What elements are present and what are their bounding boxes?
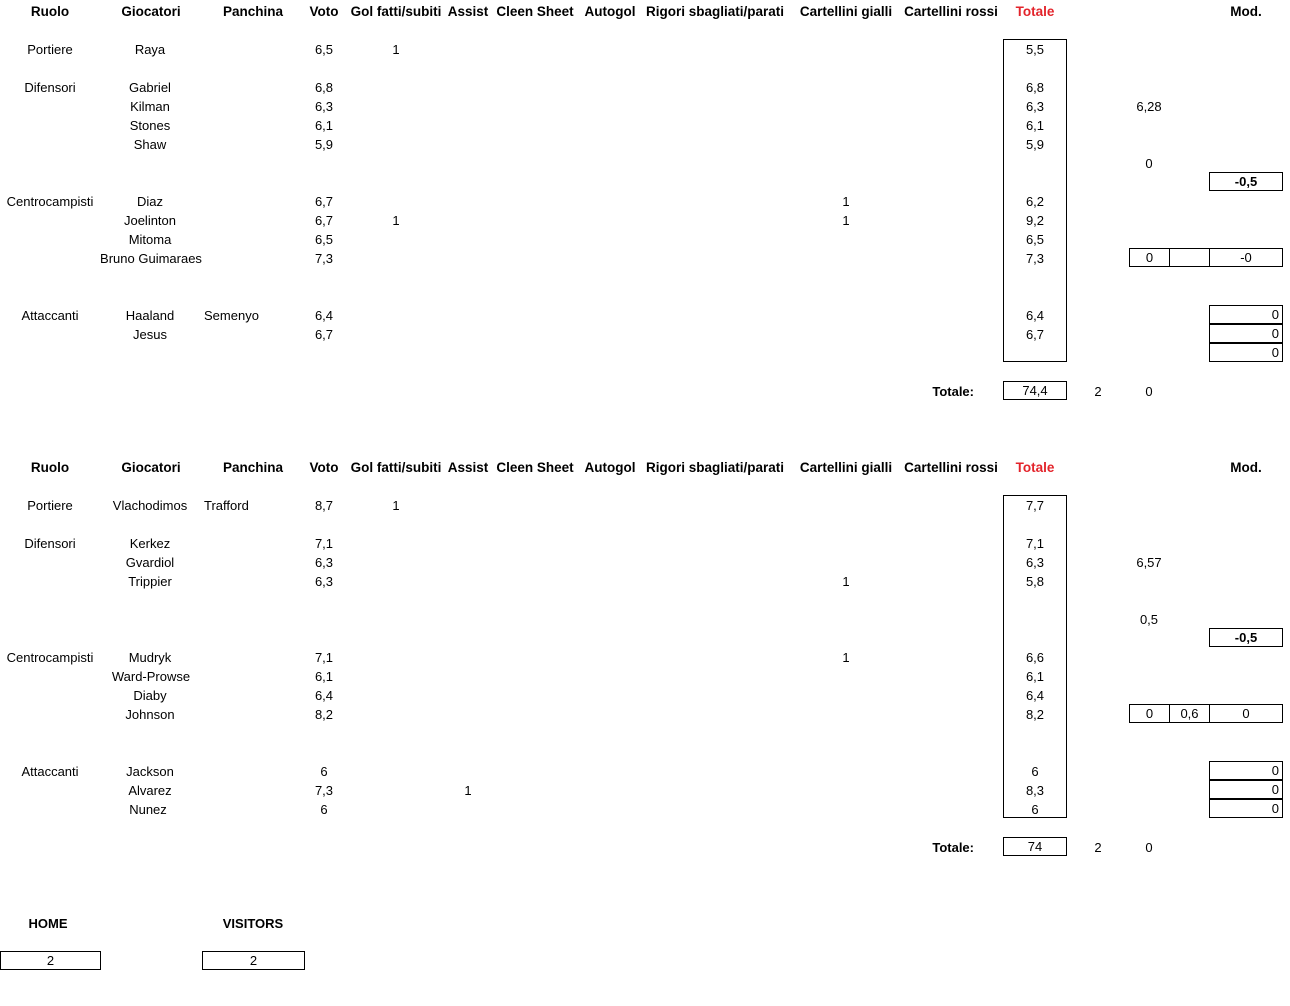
header-mod: Mod. [1230,460,1262,475]
vote-value: 7,3 [314,783,334,798]
bench-player: Trafford [204,498,249,513]
vote-value: 6,7 [314,194,334,209]
header-ruolo: Ruolo [30,4,70,19]
player-name: Kilman [130,99,170,114]
total-value: 6,4 [1025,308,1045,323]
defense-average: 6,57 [1136,555,1162,570]
vote-value: 6,7 [314,327,334,342]
defense-average: 6,28 [1136,99,1162,114]
total-value: 6,7 [1025,327,1045,342]
header-voto: Voto [309,460,339,475]
total-value: 6,5 [1025,232,1045,247]
vote-value: 6,8 [314,80,334,95]
player-name: Kerkez [129,536,171,551]
header-mod: Mod. [1230,4,1262,19]
mod-value-box: -0,5 [1209,172,1283,191]
player-name: Gabriel [129,80,171,95]
vote-value: 6,1 [314,118,334,133]
role-label: Centrocampisti [6,194,94,209]
vote-value: 6,4 [314,308,334,323]
total-value: 5,8 [1025,574,1045,589]
attack-box-3: 0 [1209,343,1283,362]
yellow-card-value: 1 [842,574,850,589]
total-value: 6,8 [1025,80,1045,95]
header-giocatori: Giocatori [121,460,181,475]
role-label: Centrocampisti [6,650,94,665]
player-name: Vlachodimos [112,498,188,513]
vote-value: 5,9 [314,137,334,152]
player-name: Raya [134,42,166,57]
header-rigori: Rigori sbagliati/parati [645,460,785,475]
header-rossi: Cartellini rossi [904,460,998,475]
bench-player: Semenyo [204,308,259,323]
yellow-card-value: 1 [842,213,850,228]
midfield-box-3: -0 [1209,248,1283,267]
defense-modifier: 0 [1145,156,1153,171]
role-label: Portiere [27,498,73,513]
player-name: Diaby [133,688,167,703]
header-gialli: Cartellini gialli [799,4,893,19]
player-name: Nunez [129,802,167,817]
header-clean-sheet: Cleen Sheet [496,4,574,19]
total-value: 6 [1031,802,1039,817]
vote-value: 6,3 [314,574,334,589]
total-value: 5,5 [1025,42,1045,57]
total-value: 6,1 [1025,118,1045,133]
vote-value: 6,1 [314,669,334,684]
header-rossi: Cartellini rossi [904,4,998,19]
header-voto: Voto [309,4,339,19]
player-name: Stones [129,118,171,133]
gol-value: 1 [392,213,400,228]
vote-value: 6,3 [314,555,334,570]
totale-label: Totale: [932,840,974,855]
player-name: Jesus [133,327,167,342]
midfield-box-2 [1169,248,1210,267]
header-rigori: Rigori sbagliati/parati [645,4,785,19]
total-value: 6,1 [1025,669,1045,684]
header-clean-sheet: Cleen Sheet [496,460,574,475]
player-name: Mudryk [128,650,172,665]
player-name: Jackson [126,764,174,779]
yellow-card-value: 1 [842,650,850,665]
total-value: 6,4 [1025,688,1045,703]
player-name: Mitoma [128,232,172,247]
vote-value: 7,3 [314,251,334,266]
total-value: 5,9 [1025,137,1045,152]
total-value: 8,3 [1025,783,1045,798]
header-panchina: Panchina [222,460,284,475]
header-totale: Totale [1015,4,1055,19]
role-label: Difensori [24,536,76,551]
total-value: 7,7 [1025,498,1045,513]
header-autogol: Autogol [584,4,636,19]
player-name: Alvarez [128,783,172,798]
attack-box-1: 0 [1209,761,1283,780]
vote-value: 7,1 [314,650,334,665]
attack-box-2: 0 [1209,780,1283,799]
header-gialli: Cartellini gialli [799,460,893,475]
total-value: 8,2 [1025,707,1045,722]
role-label: Attaccanti [21,308,79,323]
gol-value: 1 [392,42,400,57]
team-goals: 2 [1094,384,1102,399]
role-label: Attaccanti [21,764,79,779]
vote-value: 6,5 [314,232,334,247]
total-value: 9,2 [1025,213,1045,228]
defense-modifier: 0,5 [1139,612,1159,627]
mod-value-box: -0,5 [1209,628,1283,647]
vote-value: 7,1 [314,536,334,551]
total-value: 6,2 [1025,194,1045,209]
player-name: Joelinton [123,213,177,228]
midfield-box-3: 0 [1209,704,1283,723]
grand-total-box: 74,4 [1003,381,1067,400]
role-label: Difensori [24,80,76,95]
attack-box-1: 0 [1209,305,1283,324]
home-label: HOME [28,916,68,931]
header-gol: Gol fatti/subiti [350,4,442,19]
header-ruolo: Ruolo [30,460,70,475]
vote-value: 6,5 [314,42,334,57]
header-autogol: Autogol [584,460,636,475]
header-totale: Totale [1015,460,1055,475]
assist-value: 1 [464,783,472,798]
team-extra: 0 [1145,384,1153,399]
totale-label: Totale: [932,384,974,399]
vote-value: 8,7 [314,498,334,513]
player-name: Diaz [136,194,163,209]
midfield-box-1: 0 [1129,248,1170,267]
vote-value: 6 [320,764,328,779]
total-value: 6 [1031,764,1039,779]
player-name: Shaw [133,137,167,152]
header-assist: Assist [447,460,489,475]
player-name: Trippier [128,574,172,589]
player-name: Ward-Prowse [111,669,191,684]
total-value: 7,1 [1025,536,1045,551]
player-name: Johnson [125,707,175,722]
vote-value: 8,2 [314,707,334,722]
attack-box-2: 0 [1209,324,1283,343]
home-score-box: 2 [0,951,101,970]
total-value: 6,6 [1025,650,1045,665]
player-name: Bruno Guimaraes [100,251,202,266]
total-value: 6,3 [1025,99,1045,114]
visitors-label: VISITORS [222,916,284,931]
midfield-box-2: 0,6 [1169,704,1210,723]
team-extra: 0 [1145,840,1153,855]
total-value: 7,3 [1025,251,1045,266]
header-gol: Gol fatti/subiti [350,460,442,475]
player-name: Gvardiol [125,555,175,570]
grand-total-box: 74 [1003,837,1067,856]
header-giocatori: Giocatori [121,4,181,19]
header-assist: Assist [447,4,489,19]
header-panchina: Panchina [222,4,284,19]
yellow-card-value: 1 [842,194,850,209]
team-goals: 2 [1094,840,1102,855]
vote-value: 6,7 [314,213,334,228]
gol-value: 1 [392,498,400,513]
vote-value: 6 [320,802,328,817]
player-name: Haaland [125,308,175,323]
vote-value: 6,3 [314,99,334,114]
midfield-box-1: 0 [1129,704,1170,723]
visitors-score-box: 2 [202,951,305,970]
total-value: 6,3 [1025,555,1045,570]
vote-value: 6,4 [314,688,334,703]
attack-box-3: 0 [1209,799,1283,818]
role-label: Portiere [27,42,73,57]
